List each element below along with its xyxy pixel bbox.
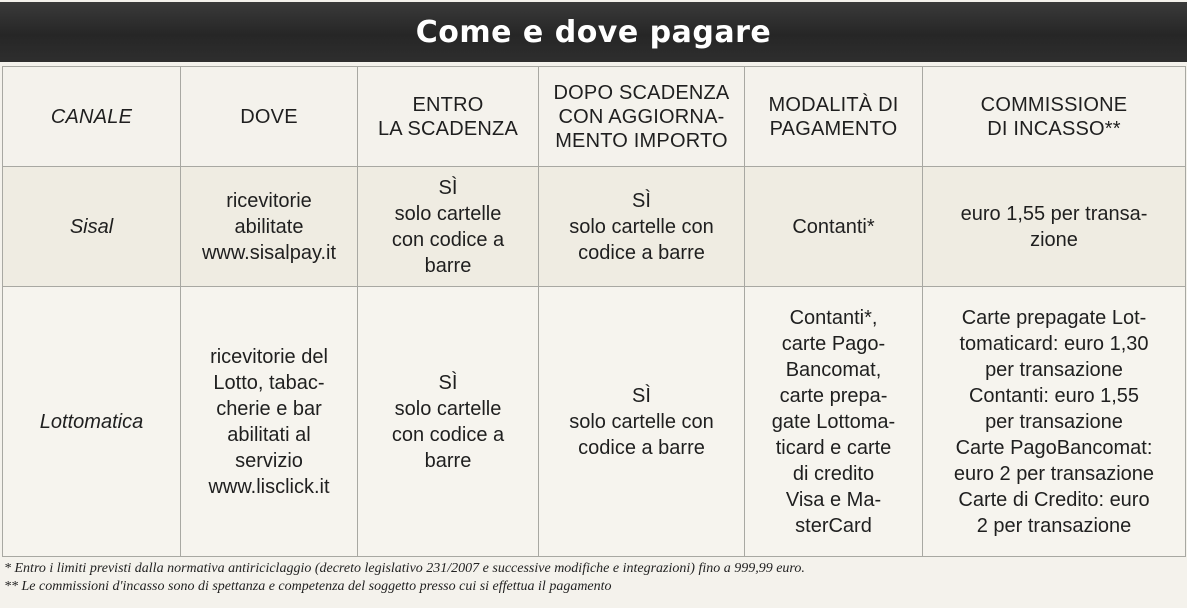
footnote-antiriciclaggio: * Entro i limiti previsti dalla normativa antiriciclaggio (decreto legislativo 231/2007 e successive modifiche e integrazioni) fino a 999,99 euro. bbox=[4, 561, 805, 576]
header-dopo-scadenza: DOPO SCADENZA CON AGGIORNA- MENTO IMPORTO bbox=[539, 67, 745, 167]
cell-dopo-scadenza: SÌ solo cartelle con codice a barre bbox=[539, 167, 745, 287]
cell-canale: Sisal bbox=[3, 167, 181, 287]
table-row-sisal bbox=[3, 167, 1186, 287]
cell-modalita-pagamento: Contanti*, carte Pago- Bancomat, carte prepa- gate Lottoma- ticard e carte di credito Visa e Ma- sterCard bbox=[745, 287, 923, 557]
footnotes bbox=[4, 560, 1184, 596]
footnote-commissioni: ** Le commissioni d'incasso sono di spettanza e competenza del soggetto presso cui si effettua il pagamento bbox=[4, 579, 612, 594]
payment-table bbox=[2, 66, 1186, 557]
table-header-row bbox=[3, 67, 1186, 167]
cell-dove: ricevitorie del Lotto, tabac- cherie e bar abilitati al servizio www.lisclick.it bbox=[181, 287, 358, 557]
table-row-lottomatica bbox=[3, 287, 1186, 557]
header-dove: DOVE bbox=[181, 67, 358, 167]
cell-dopo-scadenza: SÌ solo cartelle con codice a barre bbox=[539, 287, 745, 557]
cell-canale: Lottomatica bbox=[3, 287, 181, 557]
header-entro-scadenza: ENTRO LA SCADENZA bbox=[358, 67, 539, 167]
title-bar bbox=[0, 2, 1187, 62]
cell-entro-scadenza: SÌ solo cartelle con codice a barre bbox=[358, 167, 539, 287]
cell-commissione-incasso: euro 1,55 per transa- zione bbox=[923, 167, 1186, 287]
page-title: Come e dove pagare bbox=[415, 14, 772, 50]
header-canale: CANALE bbox=[3, 67, 181, 167]
cell-dove: ricevitorie abilitate www.sisalpay.it bbox=[181, 167, 358, 287]
cell-modalita-pagamento: Contanti* bbox=[745, 167, 923, 287]
header-modalita-pagamento: MODALITÀ DI PAGAMENTO bbox=[745, 67, 923, 167]
header-commissione-incasso: COMMISSIONE DI INCASSO** bbox=[923, 67, 1186, 167]
cell-entro-scadenza: SÌ solo cartelle con codice a barre bbox=[358, 287, 539, 557]
cell-commissione-incasso: Carte prepagate Lot- tomaticard: euro 1,30 per transazione Contanti: euro 1,55 per transazione Carte PagoBancomat: euro 2 per transazione Carte di Credito: euro 2 per transazione bbox=[923, 287, 1186, 557]
